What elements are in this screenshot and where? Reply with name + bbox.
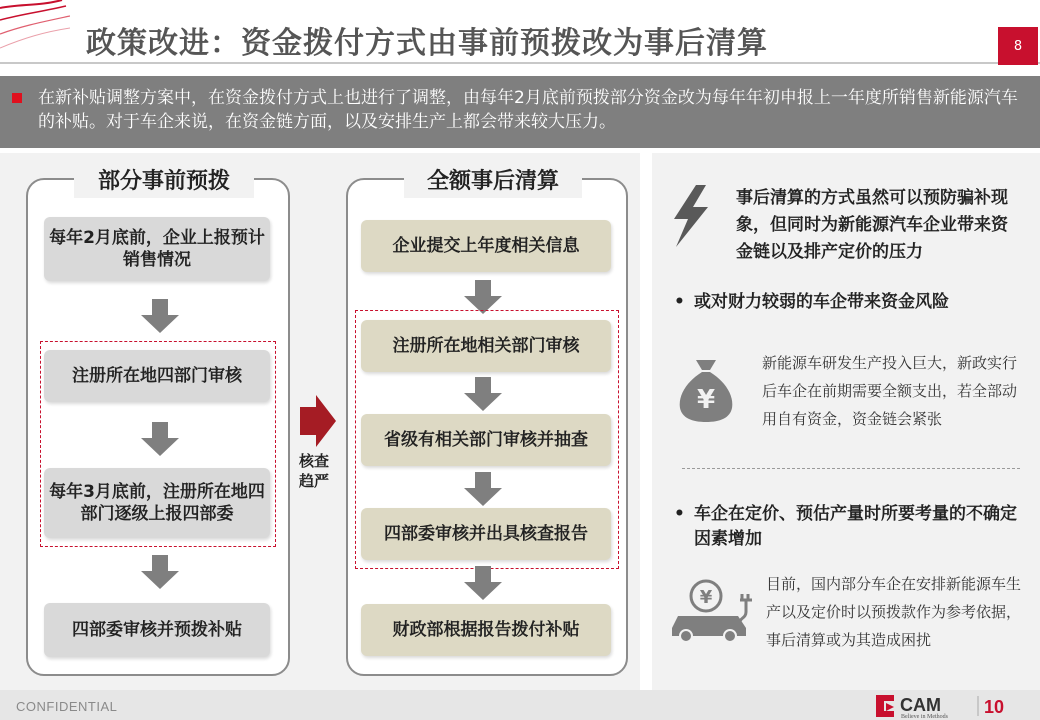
right-step-2: 注册所在地相关部门审核 (361, 320, 611, 372)
insight-2-title: 车企在定价、预估产量时所要考量的不确定因素增加 (694, 504, 1017, 549)
logo-tagline: Believe in Methods (901, 714, 948, 719)
right-flow-title: 全额事后清算 (404, 166, 582, 198)
page-title: 政策改进：资金拨付方式由事前预拨改为事后清算 (86, 26, 768, 61)
insight-2-note: 目前，国内部分车企在安排新能源车生产以及定价时以预拨款作为参考依据，事后清算或为其造成困扰 (766, 575, 1022, 649)
money-bag-yen-icon (676, 356, 736, 422)
left-step-3: 每年3月底前，注册所在地四部门逐级上报四部委 (44, 468, 270, 538)
right-step-5: 财政部根据报告拨付补贴 (361, 604, 611, 656)
svg-text:¥: ¥ (699, 587, 713, 608)
transition-arrow-right-icon (300, 395, 336, 447)
left-step-4: 四部委审核并预拨补贴 (44, 603, 270, 657)
logo-anniversary: 10 (984, 697, 1005, 717)
car-yen-plug-icon (668, 578, 758, 644)
insight-1-note: 新能源车研发生产投入巨大，新政实行后车企在前期需要全额支出，若全部动用自有资金，资金链会紧张 (762, 354, 1018, 428)
banner-bullet-icon (12, 93, 22, 103)
right-arrow-down-4-icon (464, 566, 502, 600)
insights-divider (682, 468, 1020, 469)
svg-text:¥: ¥ (696, 385, 716, 415)
insight-1-bullet: • (674, 292, 685, 312)
right-step-1: 企业提交上年度相关信息 (361, 220, 611, 272)
insight-1-title: 或对财力较弱的车企带来资金风险 (694, 292, 949, 312)
confidential-label: CONFIDENTIAL (16, 699, 118, 714)
right-arrow-down-1-icon (464, 280, 502, 314)
left-step-2: 注册所在地四部门审核 (44, 350, 270, 402)
right-step-3: 省级有相关部门审核并抽查 (361, 414, 611, 466)
lightning-icon (666, 185, 714, 247)
left-arrow-down-1-icon (141, 299, 179, 333)
transition-label: 核查趋严 (298, 452, 329, 490)
left-flow-title: 部分事前预拨 (74, 166, 254, 198)
header-ribbon-decoration (0, 0, 70, 60)
right-step-4: 四部委审核并出具核查报告 (361, 508, 611, 560)
summary-banner-text: 在新补贴调整方案中，在资金拨付方式上也进行了调整，由每年2月底前预拨部分资金改为每年年初申报上一年度所销售新能源汽车的补贴。对于车企来说，在资金链方面，以及安排生产上都会带来较大压力。 (38, 88, 1018, 132)
insight-2-bullet: • (674, 504, 685, 524)
right-arrow-down-3-icon (464, 472, 502, 506)
page-number-badge: 8 (998, 27, 1038, 65)
left-arrow-down-2-icon (141, 422, 179, 456)
left-step-1: 每年2月底前，企业上报预计销售情况 (44, 217, 270, 281)
left-arrow-down-3-icon (141, 555, 179, 589)
cam-logo (872, 693, 1038, 719)
title-divider (0, 62, 1040, 64)
logo-text: CAM (900, 695, 941, 715)
right-arrow-down-2-icon (464, 377, 502, 411)
insights-headline: 事后清算的方式虽然可以预防骗补现象，但同时为新能源汽车企业带来资金链以及排产定价的压力 (736, 188, 1008, 262)
